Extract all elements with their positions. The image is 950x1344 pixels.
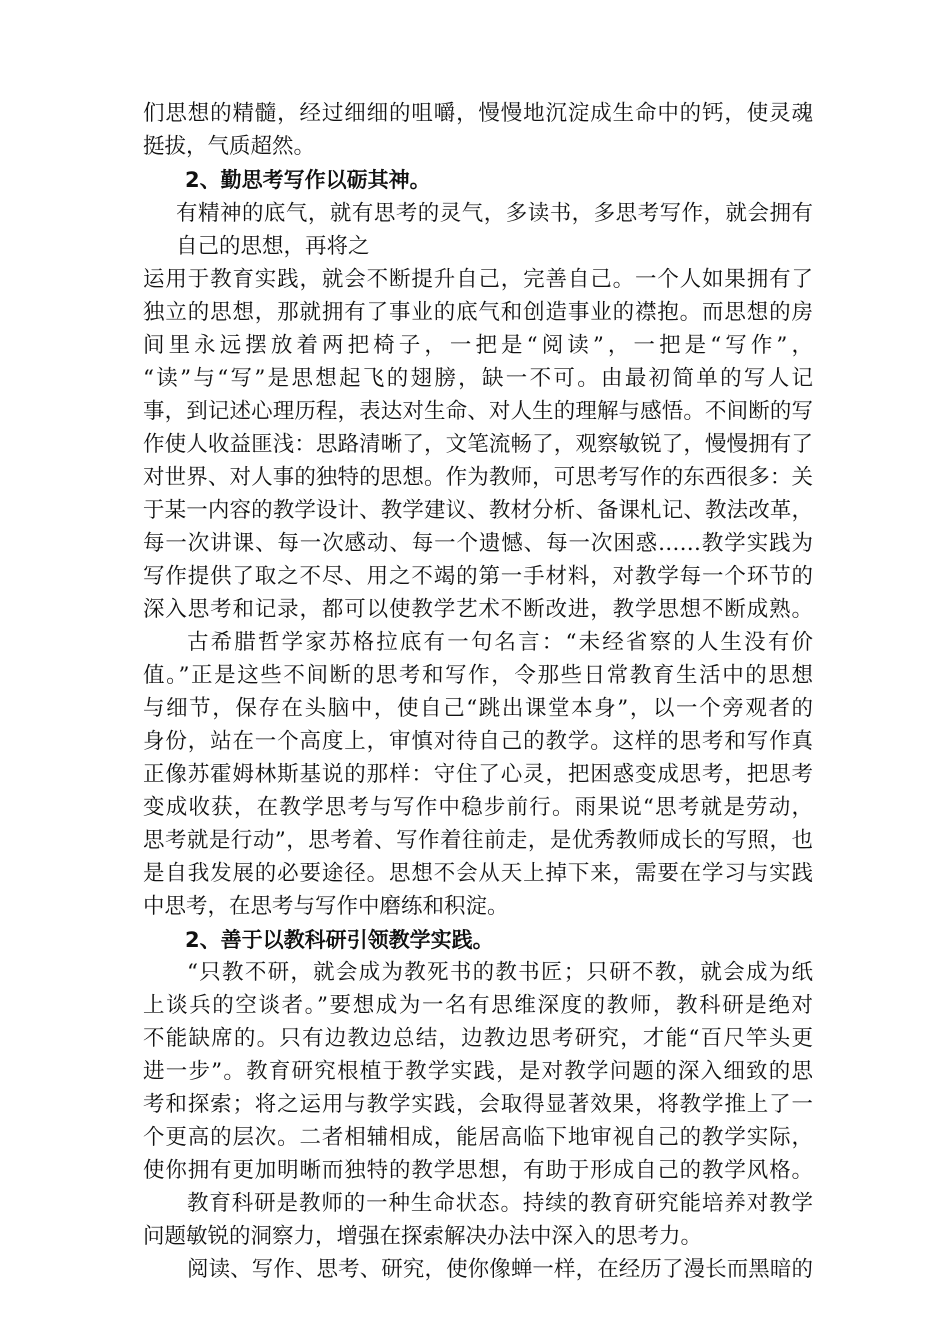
paragraph-line: 正像苏霍姆林斯基说的那样：守住了心灵，把困惑变成思考，把思考	[143, 762, 813, 787]
paragraph-line: 上谈兵的空谈者。”要想成为一名有思维深度的教师，教科研是绝对	[143, 993, 813, 1018]
paragraph-line: 不能缺席的。只有边教边总结，边教边思考研究，才能“百尺竿头更	[143, 1026, 813, 1051]
paragraph-line: “读”与“写”是思想起飞的翅膀，缺一不可。由最初简单的写人记	[143, 366, 813, 391]
paragraph-line: 于某一内容的教学设计、教学建议、教材分析、备课札记、教法改革，	[143, 498, 813, 523]
paragraph-line: 自己的思想，再将之	[176, 234, 370, 259]
paragraph-line: 作使人收益匪浅：思路清晰了，文笔流畅了，观察敏锐了，慢慢拥有了	[143, 432, 813, 457]
paragraph-line: 身份，站在一个高度上，审慎对待自己的教学。这样的思考和写作真	[143, 729, 813, 754]
paragraph-line: 值。”正是这些不间断的思考和写作，令那些日常教育生活中的思想	[143, 663, 813, 688]
paragraph-line: 事，到记述心理历程，表达对生命、对人生的理解与感悟。不间断的写	[143, 399, 813, 424]
paragraph-line: 对世界、对人事的独特的思想。作为教师，可思考写作的东西很多：关	[143, 465, 813, 490]
paragraph-line: 间里永远摆放着两把椅子，一把是“阅读”，一把是“写作”，	[143, 333, 813, 358]
paragraph-line: 深入思考和记录，都可以使教学艺术不断改进，教学思想不断成熟。	[143, 597, 813, 622]
paragraph-line: 每一次讲课、每一次感动、每一个遗憾、每一次困惑……教学实践为	[143, 531, 813, 556]
paragraph-line: 们思想的精髓，经过细细的咀嚼，慢慢地沉淀成生命中的钙，使灵魂	[143, 101, 813, 126]
paragraph-line: 教育科研是教师的一种生命状态。持续的教育研究能培养对教学	[187, 1191, 813, 1216]
paragraph-line: 写作提供了取之不尽、用之不竭的第一手材料，对教学每一个环节的	[143, 564, 813, 589]
paragraph-line: 变成收获，在教学思考与写作中稳步前行。雨果说“思考就是劳动，	[143, 795, 813, 820]
paragraph-line: 挺拔，气质超然。	[143, 134, 316, 159]
paragraph-line: 进一步”。教育研究根植于教学实践，是对教学问题的深入细致的思	[143, 1059, 813, 1084]
paragraph-line: 是自我发展的必要途径。思想不会从天上掉下来，需要在学习与实践	[143, 861, 813, 886]
paragraph-line: 思考就是行动”，思考着、写作着往前走，是优秀教师成长的写照，也	[143, 828, 813, 853]
paragraph-line: 考和探索；将之运用与教学实践，会取得显著效果，将教学推上了一	[143, 1092, 813, 1117]
section-heading: 2、勤思考写作以砺其神。	[185, 168, 431, 192]
paragraph-line: 独立的思想，那就拥有了事业的底气和创造事业的襟抱。而思想的房	[143, 300, 813, 325]
paragraph-line: 使你拥有更加明晰而独特的教学思想，有助于形成自己的教学风格。	[143, 1158, 813, 1183]
paragraph-line: 与细节，保存在头脑中，使自己“跳出课堂本身”，以一个旁观者的	[143, 696, 813, 721]
paragraph-line: 有精神的底气，就有思考的灵气，多读书，多思考写作，就会拥有	[176, 201, 813, 226]
paragraph-line: 古希腊哲学家苏格拉底有一句名言：“未经省察的人生没有价	[187, 630, 813, 655]
paragraph-line: 中思考，在思考与写作中磨练和积淀。	[143, 894, 509, 919]
paragraph-line: 问题敏锐的洞察力，增强在探索解决办法中深入的思考力。	[143, 1224, 703, 1249]
section-heading: 2、善于以教科研引领教学实践。	[185, 928, 494, 952]
paragraph-line: 阅读、写作、思考、研究，使你像蝉一样，在经历了漫长而黑暗的	[187, 1257, 813, 1282]
paragraph-line: 运用于教育实践，就会不断提升自己，完善自己。一个人如果拥有了	[143, 267, 813, 292]
paragraph-line: 个更高的层次。二者相辅相成，能居高临下地审视自己的教学实际，	[143, 1125, 813, 1150]
paragraph-line: “只教不研，就会成为教死书的教书匠；只研不教，就会成为纸	[187, 960, 813, 985]
